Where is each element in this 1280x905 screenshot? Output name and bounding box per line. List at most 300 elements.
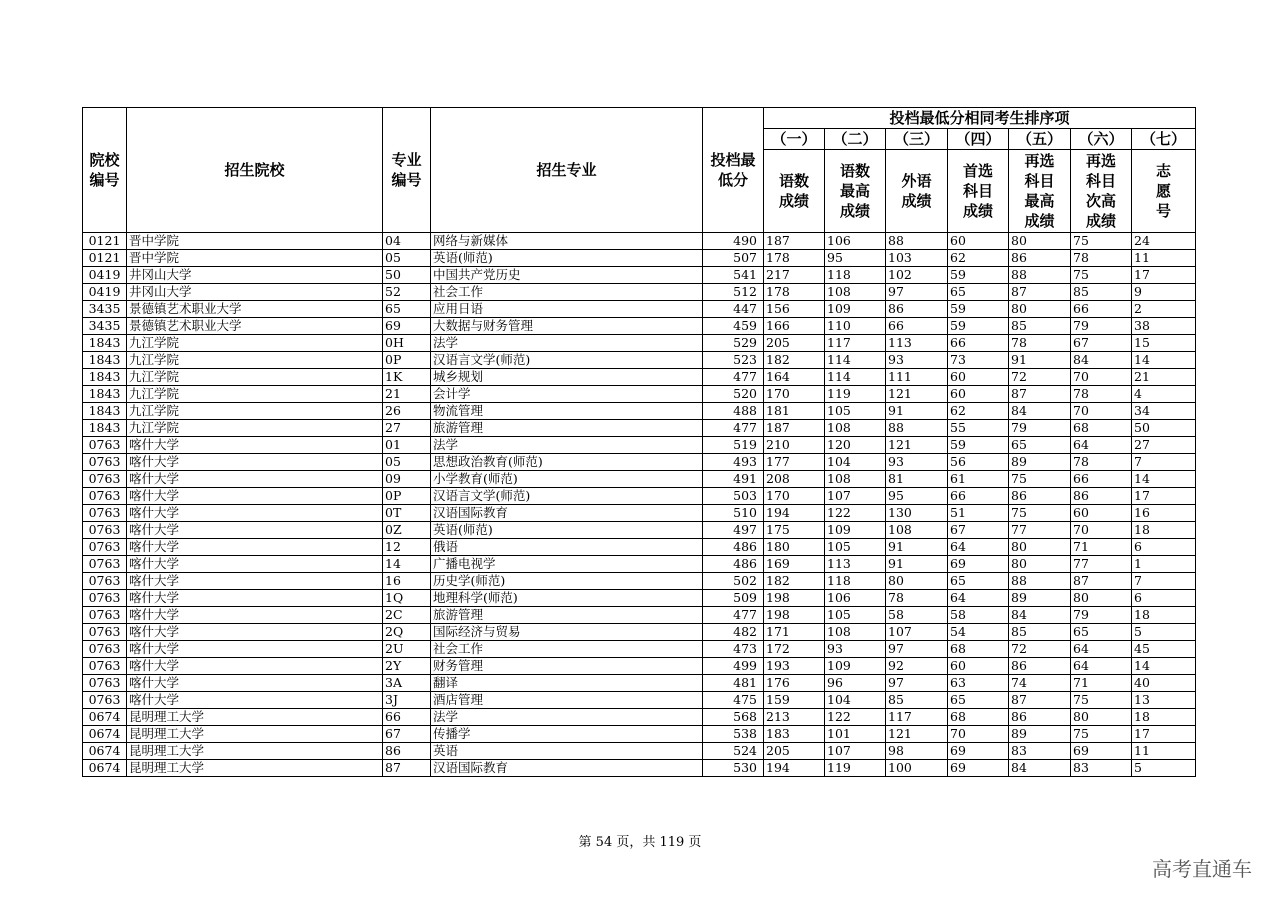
tiebreak-1-cell: 170 (764, 386, 825, 403)
tiebreak-6-cell: 87 (1071, 573, 1132, 590)
min-score-cell: 497 (703, 522, 764, 539)
college-code-cell: 3435 (83, 318, 127, 335)
college-code-cell: 0419 (83, 284, 127, 301)
major-code-cell: 1K (383, 369, 431, 386)
tiebreak-5-cell: 89 (1009, 590, 1071, 607)
tiebreak-4-cell: 59 (948, 318, 1009, 335)
tiebreak-6-cell: 64 (1071, 641, 1132, 658)
tiebreak-6-cell: 70 (1071, 369, 1132, 386)
major-code-cell: 3J (383, 692, 431, 709)
min-score-cell: 477 (703, 369, 764, 386)
tiebreak-3-cell: 117 (886, 709, 948, 726)
table-row (83, 454, 1196, 471)
tiebreak-4-cell: 62 (948, 250, 1009, 267)
tiebreak-6-cell: 79 (1071, 318, 1132, 335)
table-row (83, 760, 1196, 777)
major-code-cell: 66 (383, 709, 431, 726)
tiebreak-3-cell: 97 (886, 284, 948, 301)
tiebreak-5-cell: 87 (1009, 386, 1071, 403)
tiebreak-7-cell: 5 (1132, 624, 1196, 641)
tiebreak-3-cell: 85 (886, 692, 948, 709)
tiebreak-7-cell: 40 (1132, 675, 1196, 692)
tiebreak-6-cell: 69 (1071, 743, 1132, 760)
tiebreak-5-cell: 80 (1009, 539, 1071, 556)
tiebreak-7-cell: 9 (1132, 284, 1196, 301)
tiebreak-3-cell: 130 (886, 505, 948, 522)
tiebreak-6-cell: 75 (1071, 726, 1132, 743)
tiebreak-3-cell: 86 (886, 301, 948, 318)
major-name-cell: 小学教育(师范) (431, 471, 703, 488)
table-row (83, 522, 1196, 539)
tiebreak-1-cell: 187 (764, 420, 825, 437)
tiebreak-3-cell: 111 (886, 369, 948, 386)
tiebreak-5-cell: 83 (1009, 743, 1071, 760)
college-code-cell: 0763 (83, 624, 127, 641)
min-score-cell: 493 (703, 454, 764, 471)
tiebreak-4-cell: 68 (948, 641, 1009, 658)
college-name-cell: 喀什大学 (127, 590, 383, 607)
college-name-cell: 晋中学院 (127, 233, 383, 250)
watermark: 高考直通车 (1152, 857, 1252, 881)
tiebreak-7-cell: 18 (1132, 709, 1196, 726)
tiebreak-4-cell: 60 (948, 658, 1009, 675)
major-code-cell: 50 (383, 267, 431, 284)
tiebreak-7-cell: 11 (1132, 250, 1196, 267)
tiebreak-2-cell: 93 (825, 641, 886, 658)
min-score-cell: 507 (703, 250, 764, 267)
tiebreak-2-cell: 109 (825, 301, 886, 318)
tiebreak-4-cell: 68 (948, 709, 1009, 726)
header-tiebreak-index: （一） (764, 129, 825, 150)
tiebreak-4-cell: 61 (948, 471, 1009, 488)
tiebreak-2-cell: 106 (825, 590, 886, 607)
college-name-cell: 喀什大学 (127, 522, 383, 539)
major-code-cell: 0H (383, 335, 431, 352)
college-name-cell: 喀什大学 (127, 505, 383, 522)
header-major-code: 专业编号 (383, 108, 431, 233)
tiebreak-2-cell: 96 (825, 675, 886, 692)
major-code-cell: 0Z (383, 522, 431, 539)
tiebreak-5-cell: 89 (1009, 726, 1071, 743)
header-tiebreak-index: （二） (825, 129, 886, 150)
tiebreak-1-cell: 198 (764, 590, 825, 607)
tiebreak-2-cell: 95 (825, 250, 886, 267)
major-code-cell: 86 (383, 743, 431, 760)
major-name-cell: 大数据与财务管理 (431, 318, 703, 335)
tiebreak-6-cell: 65 (1071, 624, 1132, 641)
tiebreak-4-cell: 67 (948, 522, 1009, 539)
tiebreak-7-cell: 14 (1132, 471, 1196, 488)
college-code-cell: 0763 (83, 607, 127, 624)
college-code-cell: 0763 (83, 488, 127, 505)
min-score-cell: 503 (703, 488, 764, 505)
tiebreak-2-cell: 114 (825, 352, 886, 369)
tiebreak-6-cell: 83 (1071, 760, 1132, 777)
tiebreak-5-cell: 88 (1009, 573, 1071, 590)
tiebreak-7-cell: 6 (1132, 539, 1196, 556)
tiebreak-7-cell: 24 (1132, 233, 1196, 250)
college-code-cell: 0763 (83, 590, 127, 607)
table-row (83, 573, 1196, 590)
min-score-cell: 524 (703, 743, 764, 760)
page-footer: 第 54 页，共 119 页 (578, 835, 702, 850)
college-code-cell: 0763 (83, 556, 127, 573)
college-name-cell: 昆明理工大学 (127, 709, 383, 726)
college-name-cell: 喀什大学 (127, 437, 383, 454)
tiebreak-3-cell: 93 (886, 454, 948, 471)
tiebreak-7-cell: 14 (1132, 658, 1196, 675)
college-code-cell: 0763 (83, 522, 127, 539)
major-code-cell: 2Q (383, 624, 431, 641)
college-name-cell: 喀什大学 (127, 641, 383, 658)
tiebreak-5-cell: 79 (1009, 420, 1071, 437)
major-name-cell: 汉语言文学(师范) (431, 352, 703, 369)
table-row (83, 488, 1196, 505)
tiebreak-3-cell: 58 (886, 607, 948, 624)
tiebreak-4-cell: 70 (948, 726, 1009, 743)
table-row (83, 335, 1196, 352)
college-name-cell: 喀什大学 (127, 539, 383, 556)
tiebreak-5-cell: 74 (1009, 675, 1071, 692)
tiebreak-6-cell: 67 (1071, 335, 1132, 352)
header-college-code: 院校编号 (83, 108, 127, 233)
tiebreak-5-cell: 75 (1009, 471, 1071, 488)
tiebreak-4-cell: 69 (948, 743, 1009, 760)
major-name-cell: 思想政治教育(师范) (431, 454, 703, 471)
tiebreak-1-cell: 193 (764, 658, 825, 675)
college-name-cell: 喀什大学 (127, 692, 383, 709)
major-name-cell: 中国共产党历史 (431, 267, 703, 284)
college-code-cell: 1843 (83, 420, 127, 437)
tiebreak-7-cell: 13 (1132, 692, 1196, 709)
tiebreak-5-cell: 72 (1009, 369, 1071, 386)
tiebreak-7-cell: 18 (1132, 607, 1196, 624)
major-code-cell: 2C (383, 607, 431, 624)
min-score-cell: 488 (703, 403, 764, 420)
tiebreak-7-cell: 17 (1132, 267, 1196, 284)
tiebreak-2-cell: 109 (825, 522, 886, 539)
tiebreak-7-cell: 50 (1132, 420, 1196, 437)
college-name-cell: 昆明理工大学 (127, 760, 383, 777)
min-score-cell: 459 (703, 318, 764, 335)
tiebreak-7-cell: 4 (1132, 386, 1196, 403)
tiebreak-7-cell: 17 (1132, 488, 1196, 505)
table-row (83, 352, 1196, 369)
tiebreak-1-cell: 208 (764, 471, 825, 488)
tiebreak-3-cell: 100 (886, 760, 948, 777)
header-tiebreak-title: 投档最低分相同考生排序项 (764, 108, 1196, 129)
min-score-cell: 541 (703, 267, 764, 284)
major-code-cell: 14 (383, 556, 431, 573)
tiebreak-7-cell: 5 (1132, 760, 1196, 777)
tiebreak-4-cell: 73 (948, 352, 1009, 369)
header-tiebreak-index: （六） (1071, 129, 1132, 150)
tiebreak-4-cell: 64 (948, 539, 1009, 556)
tiebreak-2-cell: 108 (825, 420, 886, 437)
tiebreak-5-cell: 80 (1009, 233, 1071, 250)
tiebreak-7-cell: 38 (1132, 318, 1196, 335)
min-score-cell: 509 (703, 590, 764, 607)
tiebreak-1-cell: 164 (764, 369, 825, 386)
tiebreak-2-cell: 108 (825, 624, 886, 641)
table-row (83, 590, 1196, 607)
min-score-cell: 568 (703, 709, 764, 726)
major-name-cell: 广播电视学 (431, 556, 703, 573)
min-score-cell: 512 (703, 284, 764, 301)
college-code-cell: 1843 (83, 335, 127, 352)
major-code-cell: 1Q (383, 590, 431, 607)
college-code-cell: 0763 (83, 539, 127, 556)
tiebreak-2-cell: 104 (825, 454, 886, 471)
tiebreak-1-cell: 187 (764, 233, 825, 250)
tiebreak-3-cell: 88 (886, 233, 948, 250)
min-score-cell: 477 (703, 420, 764, 437)
tiebreak-5-cell: 84 (1009, 607, 1071, 624)
college-name-cell: 喀什大学 (127, 607, 383, 624)
tiebreak-7-cell: 15 (1132, 335, 1196, 352)
header-min-score: 投档最低分 (703, 108, 764, 233)
major-name-cell: 汉语国际教育 (431, 760, 703, 777)
tiebreak-5-cell: 87 (1009, 692, 1071, 709)
major-name-cell: 传播学 (431, 726, 703, 743)
tiebreak-3-cell: 95 (886, 488, 948, 505)
tiebreak-3-cell: 78 (886, 590, 948, 607)
major-code-cell: 0P (383, 488, 431, 505)
tiebreak-3-cell: 121 (886, 726, 948, 743)
tiebreak-6-cell: 70 (1071, 522, 1132, 539)
tiebreak-4-cell: 66 (948, 335, 1009, 352)
tiebreak-1-cell: 170 (764, 488, 825, 505)
tiebreak-6-cell: 75 (1071, 692, 1132, 709)
tiebreak-1-cell: 205 (764, 743, 825, 760)
tiebreak-6-cell: 78 (1071, 454, 1132, 471)
tiebreak-2-cell: 118 (825, 573, 886, 590)
tiebreak-3-cell: 108 (886, 522, 948, 539)
header-tiebreak-index: （四） (948, 129, 1009, 150)
tiebreak-4-cell: 55 (948, 420, 1009, 437)
tiebreak-5-cell: 86 (1009, 709, 1071, 726)
tiebreak-1-cell: 213 (764, 709, 825, 726)
college-name-cell: 喀什大学 (127, 471, 383, 488)
table-row (83, 607, 1196, 624)
table-row (83, 505, 1196, 522)
major-name-cell: 汉语言文学(师范) (431, 488, 703, 505)
tiebreak-1-cell: 178 (764, 284, 825, 301)
college-name-cell: 喀什大学 (127, 675, 383, 692)
tiebreak-7-cell: 16 (1132, 505, 1196, 522)
tiebreak-7-cell: 17 (1132, 726, 1196, 743)
tiebreak-6-cell: 85 (1071, 284, 1132, 301)
college-code-cell: 0763 (83, 573, 127, 590)
min-score-cell: 491 (703, 471, 764, 488)
tiebreak-5-cell: 87 (1009, 284, 1071, 301)
college-name-cell: 九江学院 (127, 335, 383, 352)
major-code-cell: 52 (383, 284, 431, 301)
major-code-cell: 21 (383, 386, 431, 403)
tiebreak-6-cell: 71 (1071, 675, 1132, 692)
min-score-cell: 477 (703, 607, 764, 624)
college-code-cell: 0121 (83, 250, 127, 267)
tiebreak-5-cell: 80 (1009, 556, 1071, 573)
major-name-cell: 社会工作 (431, 284, 703, 301)
college-name-cell: 晋中学院 (127, 250, 383, 267)
header-tiebreak-label: 语数最高成绩 (825, 150, 886, 233)
tiebreak-4-cell: 65 (948, 692, 1009, 709)
major-code-cell: 3A (383, 675, 431, 692)
major-code-cell: 65 (383, 301, 431, 318)
tiebreak-6-cell: 75 (1071, 267, 1132, 284)
major-name-cell: 物流管理 (431, 403, 703, 420)
table-row (83, 471, 1196, 488)
tiebreak-1-cell: 210 (764, 437, 825, 454)
tiebreak-3-cell: 103 (886, 250, 948, 267)
table-row (83, 437, 1196, 454)
table-row (83, 641, 1196, 658)
college-name-cell: 景德镇艺术职业大学 (127, 301, 383, 318)
tiebreak-1-cell: 183 (764, 726, 825, 743)
major-name-cell: 英语(师范) (431, 250, 703, 267)
tiebreak-2-cell: 108 (825, 284, 886, 301)
major-name-cell: 历史学(师范) (431, 573, 703, 590)
college-code-cell: 0763 (83, 692, 127, 709)
tiebreak-7-cell: 21 (1132, 369, 1196, 386)
table-row (83, 284, 1196, 301)
tiebreak-1-cell: 198 (764, 607, 825, 624)
tiebreak-3-cell: 121 (886, 386, 948, 403)
tiebreak-2-cell: 105 (825, 403, 886, 420)
tiebreak-5-cell: 88 (1009, 267, 1071, 284)
college-name-cell: 喀什大学 (127, 488, 383, 505)
tiebreak-3-cell: 66 (886, 318, 948, 335)
tiebreak-6-cell: 84 (1071, 352, 1132, 369)
major-name-cell: 地理科学(师范) (431, 590, 703, 607)
tiebreak-4-cell: 65 (948, 284, 1009, 301)
college-code-cell: 0674 (83, 743, 127, 760)
tiebreak-5-cell: 75 (1009, 505, 1071, 522)
college-code-cell: 0763 (83, 641, 127, 658)
tiebreak-1-cell: 159 (764, 692, 825, 709)
tiebreak-3-cell: 107 (886, 624, 948, 641)
major-name-cell: 财务管理 (431, 658, 703, 675)
major-name-cell: 城乡规划 (431, 369, 703, 386)
tiebreak-2-cell: 122 (825, 709, 886, 726)
tiebreak-6-cell: 70 (1071, 403, 1132, 420)
min-score-cell: 481 (703, 675, 764, 692)
college-code-cell: 0674 (83, 709, 127, 726)
tiebreak-4-cell: 60 (948, 369, 1009, 386)
header-tiebreak-index: （三） (886, 129, 948, 150)
tiebreak-3-cell: 121 (886, 437, 948, 454)
min-score-cell: 523 (703, 352, 764, 369)
college-code-cell: 1843 (83, 369, 127, 386)
tiebreak-1-cell: 171 (764, 624, 825, 641)
tiebreak-3-cell: 81 (886, 471, 948, 488)
tiebreak-2-cell: 105 (825, 607, 886, 624)
college-name-cell: 九江学院 (127, 386, 383, 403)
min-score-cell: 520 (703, 386, 764, 403)
min-score-cell: 530 (703, 760, 764, 777)
header-major-name: 招生专业 (431, 108, 703, 233)
college-name-cell: 昆明理工大学 (127, 726, 383, 743)
table-row (83, 403, 1196, 420)
header-tiebreak-label: 志愿号 (1132, 150, 1196, 233)
header-college-name: 招生院校 (127, 108, 383, 233)
tiebreak-5-cell: 86 (1009, 488, 1071, 505)
table-row (83, 658, 1196, 675)
college-code-cell: 0763 (83, 505, 127, 522)
college-name-cell: 九江学院 (127, 369, 383, 386)
tiebreak-6-cell: 75 (1071, 233, 1132, 250)
college-code-cell: 0419 (83, 267, 127, 284)
tiebreak-4-cell: 66 (948, 488, 1009, 505)
college-name-cell: 井冈山大学 (127, 284, 383, 301)
min-score-cell: 502 (703, 573, 764, 590)
major-name-cell: 法学 (431, 335, 703, 352)
tiebreak-4-cell: 64 (948, 590, 1009, 607)
college-name-cell: 喀什大学 (127, 658, 383, 675)
tiebreak-6-cell: 78 (1071, 250, 1132, 267)
college-code-cell: 1843 (83, 352, 127, 369)
table-row (83, 420, 1196, 437)
tiebreak-7-cell: 34 (1132, 403, 1196, 420)
table-row (83, 692, 1196, 709)
tiebreak-6-cell: 79 (1071, 607, 1132, 624)
tiebreak-2-cell: 110 (825, 318, 886, 335)
table-row (83, 267, 1196, 284)
major-name-cell: 网络与新媒体 (431, 233, 703, 250)
tiebreak-4-cell: 69 (948, 760, 1009, 777)
min-score-cell: 490 (703, 233, 764, 250)
major-name-cell: 法学 (431, 437, 703, 454)
college-code-cell: 0763 (83, 471, 127, 488)
tiebreak-2-cell: 101 (825, 726, 886, 743)
tiebreak-5-cell: 86 (1009, 250, 1071, 267)
table-row (83, 539, 1196, 556)
tiebreak-6-cell: 86 (1071, 488, 1132, 505)
tiebreak-1-cell: 178 (764, 250, 825, 267)
tiebreak-2-cell: 117 (825, 335, 886, 352)
tiebreak-5-cell: 80 (1009, 301, 1071, 318)
tiebreak-6-cell: 80 (1071, 709, 1132, 726)
min-score-cell: 538 (703, 726, 764, 743)
college-name-cell: 九江学院 (127, 420, 383, 437)
tiebreak-3-cell: 98 (886, 743, 948, 760)
major-name-cell: 翻译 (431, 675, 703, 692)
table-row (83, 556, 1196, 573)
tiebreak-2-cell: 109 (825, 658, 886, 675)
table-row (83, 301, 1196, 318)
tiebreak-4-cell: 60 (948, 386, 1009, 403)
tiebreak-7-cell: 6 (1132, 590, 1196, 607)
tiebreak-5-cell: 65 (1009, 437, 1071, 454)
major-code-cell: 2Y (383, 658, 431, 675)
college-code-cell: 0763 (83, 675, 127, 692)
major-code-cell: 67 (383, 726, 431, 743)
tiebreak-5-cell: 84 (1009, 403, 1071, 420)
min-score-cell: 510 (703, 505, 764, 522)
college-code-cell: 1843 (83, 403, 127, 420)
tiebreak-1-cell: 172 (764, 641, 825, 658)
tiebreak-2-cell: 120 (825, 437, 886, 454)
major-code-cell: 05 (383, 250, 431, 267)
college-code-cell: 0763 (83, 437, 127, 454)
tiebreak-7-cell: 7 (1132, 573, 1196, 590)
tiebreak-4-cell: 59 (948, 437, 1009, 454)
tiebreak-1-cell: 182 (764, 573, 825, 590)
college-name-cell: 景德镇艺术职业大学 (127, 318, 383, 335)
tiebreak-2-cell: 106 (825, 233, 886, 250)
college-code-cell: 0674 (83, 726, 127, 743)
